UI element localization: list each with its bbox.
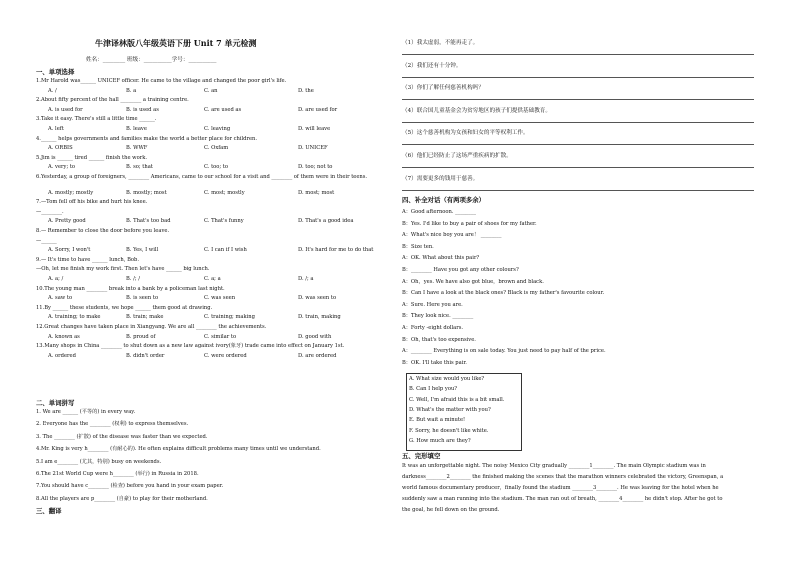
option-text: C. Oxfam [204, 145, 229, 152]
question-stem: —________. [36, 208, 64, 215]
option-text: C. training; making [204, 314, 255, 321]
answer-line[interactable] [402, 99, 754, 100]
question-stem: —______ [36, 237, 57, 244]
option-text: A. ordered [48, 352, 76, 359]
option-text: A. Pretty good [48, 218, 86, 225]
spelling-item: 2. Everyone has the ________ (权利) to express themselves. [36, 421, 189, 428]
student-info-line: 姓名：________ 班级：__________学号：__________ [86, 57, 217, 63]
dialogue-line: A：Sure. Here you are. [402, 301, 463, 308]
option-text: B. /; / [126, 276, 141, 282]
question-stem: 2.About fifty percent of the hall ________ a training centre. [36, 97, 189, 104]
option-text: B. leave [126, 126, 147, 132]
option-text: C. That's funny [204, 218, 244, 225]
option-text: D. UNICEF [298, 145, 328, 152]
dialogue-line: A：Forty -eight dollars. [402, 325, 464, 331]
option-text: B. train; make [126, 314, 164, 321]
dialogue-line: B：________ Have you got any other colours? [402, 267, 519, 273]
spelling-item: 4.Mr. King is very h________ (有耐心的). He often explains difficult problems many times until we understand. [36, 446, 321, 453]
cloze-line: It was an unforgettable night. The noisy Mexico City gradually ________1________. The main Olympic stadium was in [402, 463, 706, 469]
question-stem: 8.— Remember to close the door before you leave. [36, 228, 170, 234]
option-text: A. a; / [48, 276, 64, 282]
cloze-line: the goal, he fell down on the ground. [402, 507, 500, 513]
option-text: A. is used for [48, 106, 83, 113]
option-text: B. so; that [126, 164, 153, 171]
question-stem: 1.Mr Harold was______ UNICEF officer. He came to the village and changed the poor girl's life. [36, 78, 287, 84]
dialogue-option: E. But wait a minute! [409, 417, 466, 424]
option-text: D. are ordered [298, 352, 337, 359]
option-text: D. That's a good idea [298, 218, 354, 225]
option-text: B. a [126, 87, 137, 94]
option-text: C. too; to [204, 164, 229, 171]
option-text: B. is seen to [126, 295, 159, 302]
answer-line[interactable] [402, 167, 754, 168]
question-stem: 9.— It's time to have ______ lunch, Bob. [36, 256, 139, 263]
spelling-item: 1. We are ______ (平等的) in every way. [36, 409, 136, 415]
option-text: B. WWF [126, 145, 148, 152]
answer-line[interactable] [402, 144, 754, 145]
question-stem: 5.Jim is ______ tired ______ finish the work. [36, 154, 148, 161]
dialogue-line: B：Can I have a look at the black ones? Black is my father's favourite colour. [402, 290, 605, 297]
dialogue-line: A：Good afternoon. ________ [402, 209, 476, 215]
dialogue-option: G. How much are they? [409, 437, 471, 444]
option-text: A. ORBIS [48, 145, 73, 152]
question-stem: 11.By ______ these students, we hope ______ them good at drawing. [36, 304, 213, 311]
spelling-item: 6.The 21st World Cup were h________ (举行) in Russia in 2018. [36, 471, 199, 477]
question-stem: 6.Yesterday, a group of foreigners, ________ Americans, came to our school for a visit and ________ of them were in their teens. [36, 174, 368, 180]
option-text: D. was seen to [298, 295, 337, 302]
question-stem: 12.Great changes have taken place in Xiangyang. We are all ________ the achievements. [36, 324, 267, 330]
question-stem: 10.The young man ________ break into a bank by a policeman last night. [36, 285, 225, 292]
option-text: D. will leave [298, 126, 331, 132]
option-text: A. / [48, 87, 57, 94]
dialogue-option: B. Can I help you? [409, 386, 458, 393]
dialogue-line: B：They look nice. ________ [402, 313, 474, 320]
option-text: C. were ordered [204, 352, 247, 359]
translation-item: （3）你们了解任何慈善机构吗？ [402, 85, 484, 92]
option-text: A. known as [48, 333, 80, 340]
option-text: D. too; not to [298, 164, 333, 171]
option-text: D. good with [298, 333, 332, 340]
dialogue-option: D. What's the matter with you? [409, 406, 491, 413]
section-heading-spelling: 二、单词拼写 [36, 399, 75, 407]
question-stem: 4.______ helps governments and families make the world a better place for children. [36, 135, 258, 142]
options-box [406, 373, 522, 451]
translation-item: （7）需要更多的钱用于慈善。 [402, 175, 479, 182]
option-text: D. are used for [298, 106, 338, 113]
spelling-item: 8.All the players are p________ (自豪) to play for their motherland. [36, 495, 208, 502]
section-heading-translation: 三、翻译 [36, 507, 62, 515]
cloze-line: suddenly saw a man running into the stadium. The man ran out of breath, ________4________ he didn't stop. After he got to [402, 496, 723, 502]
answer-line[interactable] [402, 190, 754, 191]
translation-item: （4）联合国儿童基金会为贫穷地区的孩子们提供基础教育。 [402, 107, 551, 114]
exam-title: 牛津译林版八年级英语下册 Unit 7 单元检测 [95, 38, 257, 48]
option-text: C. a; a [204, 276, 221, 282]
dialogue-line: B：Size ten. [402, 243, 434, 250]
spelling-item: 7.You should have c________ (检查) before you hand in your exam paper. [36, 483, 224, 490]
answer-line[interactable] [402, 122, 754, 123]
section-heading-cloze: 五、完形填空 [402, 452, 441, 460]
option-text: C. are used as [204, 106, 242, 113]
option-text: A. mostly; mostly [48, 189, 94, 196]
cloze-line: world famous documentary producer，finally found the stadium ________3________. He was leaving for the hotel when he [402, 485, 719, 491]
option-text: D. /; a [298, 276, 314, 282]
option-text: B. That's too bad [126, 218, 171, 225]
cloze-line: darkness________2________ the finished making the scenes that the marathon winners celebrated the victory, Greenspan, a [402, 474, 724, 480]
translation-item: （1）我太虚弱，不能再走了。 [402, 40, 479, 46]
dialogue-line: A：What's nice boy you are！ ________ [402, 232, 502, 239]
answer-line[interactable] [402, 54, 754, 55]
dialogue-line: B：Yes. I'd like to buy a pair of shoes for my father. [402, 220, 537, 227]
option-text: D. train, making [298, 314, 341, 321]
dialogue-option: F. Sorry, he doesn't like white. [409, 427, 489, 434]
translation-item: （6）他们已经防止了这场严重疾病的扩散。 [402, 153, 512, 159]
option-text: A. training; to make [48, 314, 101, 321]
section-heading-choice: 一、单项选择 [36, 68, 75, 76]
translation-item: （2）我们还有十分钟。 [402, 62, 462, 69]
option-text: D. It's hard for me to do that [298, 247, 374, 254]
option-text: A. left [48, 126, 64, 132]
question-stem: 7.—Tom fell off his bike and hurt his knee. [36, 199, 148, 206]
option-text: A. Sorry, I won't [48, 247, 91, 254]
spelling-item: 3. The ________ (扩散) of the disease was faster than we expected. [36, 433, 208, 440]
dialogue-option: C. Well, I'm afraid this is a bit small. [409, 396, 505, 403]
question-stem: 3.Take it easy. There's still a little time ______. [36, 116, 157, 123]
option-text: C. leaving [204, 126, 231, 132]
option-text: A. very; to [48, 164, 76, 171]
option-text: A. saw to [48, 295, 73, 302]
option-text: C. I can if I wish [204, 247, 247, 254]
dialogue-line: B：Oh, that's too expensive. [402, 336, 476, 343]
dialogue-option: A. What size would you like? [409, 376, 485, 382]
option-text: B. proud of [126, 333, 156, 340]
option-text: C. similar to [204, 333, 237, 340]
spelling-item: 5.I am e________ (尤其，特别) busy on weekends. [36, 458, 162, 465]
translation-item: （5）这个慈善机构为女孩和妇女的平等权利工作。 [402, 130, 529, 137]
option-text: B. is used as [126, 106, 159, 113]
option-text: B. mostly; most [126, 189, 167, 196]
option-text: B. didn't order [126, 352, 165, 359]
option-text: C. was seen [204, 295, 236, 302]
dialogue-line: A：________ Everything is on sale today. You just need to pay half of the price. [402, 348, 606, 355]
dialogue-line: A：OK. What about this pair? [402, 255, 480, 262]
option-text: B. Yes, I will [126, 247, 159, 254]
option-text: C. most; mostly [204, 189, 245, 196]
option-text: C. an [204, 87, 218, 94]
dialogue-line: A：Oh，yes. We have also got blue，brown and black. [402, 278, 544, 285]
answer-line[interactable] [402, 77, 754, 78]
question-stem: 13.Many shops in China ________ to shut down as a new law against ivory(象牙) trade came into effect on January 1st. [36, 343, 345, 350]
option-text: D. the [298, 87, 314, 94]
question-stem: —Oh, let me finish my work first. Then let's have ______ big lunch. [36, 266, 210, 273]
option-text: D. most; most [298, 189, 335, 196]
dialogue-line: B：OK. I'll take this pair. [402, 359, 467, 366]
section-heading-dialogue: 四、补全对话（有两项多余） [402, 196, 486, 204]
